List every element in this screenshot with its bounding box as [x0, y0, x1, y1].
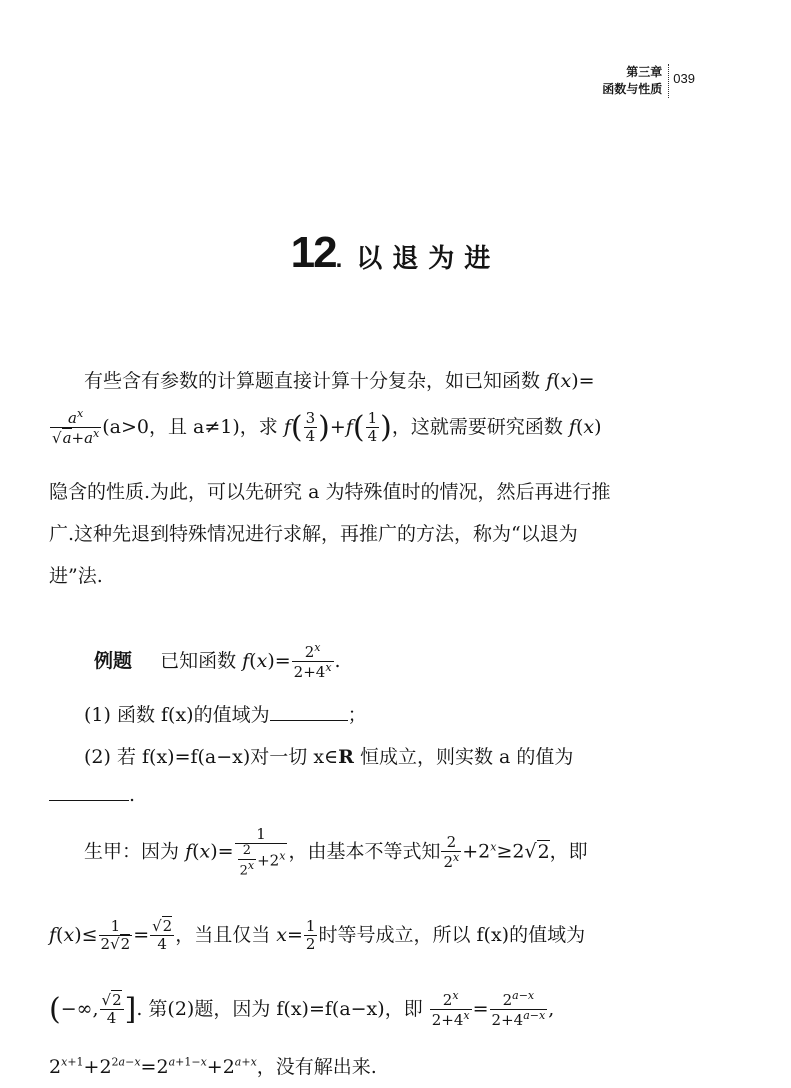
section-title: 函数与性质	[602, 82, 663, 96]
chapter-info	[602, 64, 669, 98]
intro-line-5: 进”法.	[49, 565, 103, 587]
section-title-text: 以退为进	[356, 244, 501, 274]
page-header	[602, 64, 695, 98]
example-label: 例题	[94, 649, 133, 672]
intro-text-3: ，这就需要研究函数	[391, 415, 563, 438]
solution-line-4: $2^{x+1}+2^{2a-x}=2^{a+1-x}+2^{a+x}$，没有解出来.	[49, 1055, 377, 1078]
section-number-dot: .	[335, 246, 343, 273]
intro-line-1: 有些含有参数的计算题直接计算十分复杂，如已知函数 f(x)=	[84, 370, 595, 392]
chapter-title: 第三章	[626, 65, 663, 79]
question-2-text: (2) 若 f(x)=f(a−x)对一切 x∈	[84, 746, 339, 768]
fraction-solution-1: 1 $\frac{2}{2^x}$ $+2^x$	[235, 826, 288, 879]
intro-line-3: 隐含的性质.为此，可以先研究 a 为特殊值时的情况，然后再进行推	[49, 481, 611, 503]
intro-text-2: (a>0，且 a≠1)，求	[102, 415, 278, 438]
question-1-text: (1) 函数 f(x)的值域为	[84, 704, 270, 726]
answer-blank-2	[49, 799, 129, 801]
section-number: 12	[290, 228, 336, 277]
section-heading	[0, 228, 791, 278]
answer-blank-1	[270, 719, 348, 721]
page-number: 039	[673, 70, 695, 86]
question-2: (2) 若 f(x)=f(a−x)对一切 x∈R 恒成立，则实数 a 的值为	[84, 746, 574, 768]
example-intro: 已知函数	[160, 649, 237, 672]
intro-text-1: 有些含有参数的计算题直接计算十分复杂，如已知函数	[84, 370, 541, 392]
answer-blank-line: .	[49, 784, 669, 806]
fraction-example: $\frac{2^x}{2+4^x}$	[293, 641, 332, 682]
solution-line-3: (−∞, $\frac{√2}{4}$ ]. 第(2)题，因为 f(x)=f(a−x)，即 $\frac{2^x}{2+4^x}$ = $\frac{2^{a-x}}{2+4^{a-x}}$ ,	[49, 989, 555, 1030]
intro-line-4: 广.这种先退到特殊情况进行求解，再推广的方法，称为“以退为	[49, 523, 578, 545]
solution-line-1: 生甲：因为 f(x)= 1 $\frac{2}{2^x}$ $+2^x$ ，由基本不等式知 $\frac{2}{2^x}$ $+2^x\ge 2√2$，即	[84, 825, 588, 879]
solution-line-2: f(x)≤ $\frac{1}{2√2}$ = $\frac{√2}{4}$ ，当且仅当 x= $\frac{1}{2}$ 时等号成立，所以 f(x)的值域为	[49, 917, 586, 954]
example-line: 例题 已知函数 f(x)= $\frac{2^x}{2+4^x}$ .	[94, 641, 341, 682]
solution-text-1: 生甲：因为	[84, 840, 180, 863]
math-fx: f	[546, 370, 554, 392]
fraction-ax: $\frac{a^x}{√a+a^x}$	[52, 407, 100, 448]
intro-line-2: $\frac{a^x}{√a+a^x}$ (a>0，且 a≠1)，求 f( $\frac{3}{4}$ )+f( $\frac{1}{4}$ )，这就需要研究函数 f(x)	[52, 407, 602, 448]
question-1: (1) 函数 f(x)的值域为 ；	[84, 704, 367, 726]
